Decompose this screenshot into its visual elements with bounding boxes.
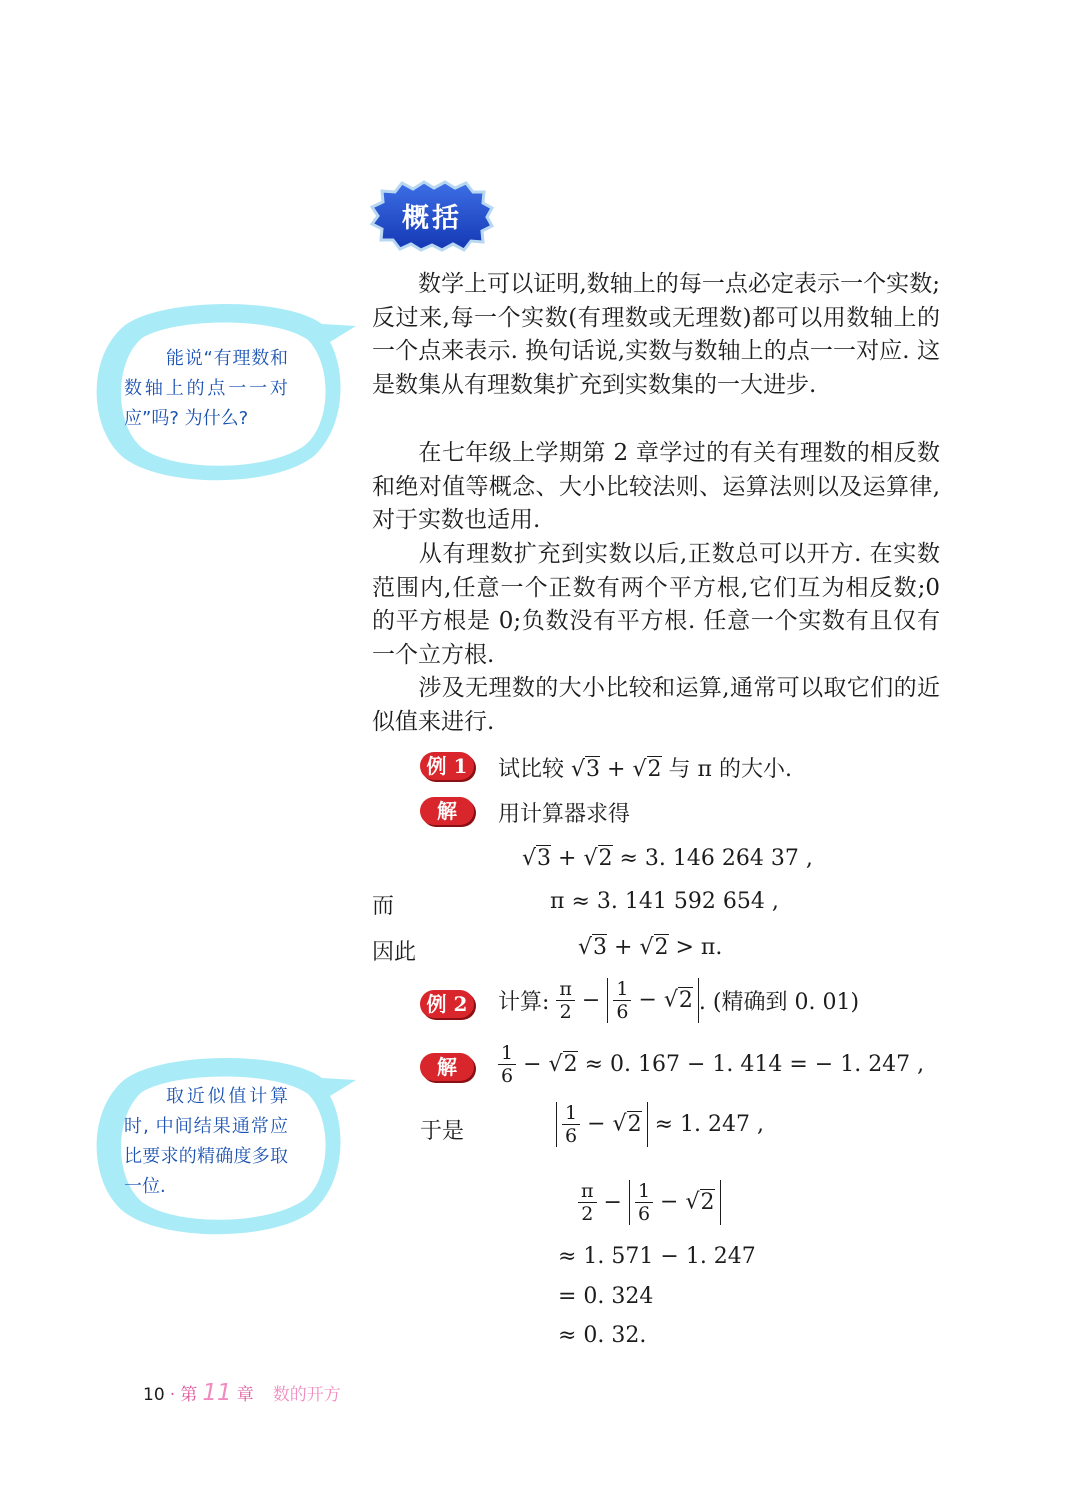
paragraph-real-number-line: 数学上可以证明,数轴上的每一点必定表示一个实数;反过来,每一个实数(有理数或无理数)都可以用数轴上的一个点来表示. 换句话说,实数与数轴上的点一一对应. 这是数集从有理数集扩充到实数集的一大进步.	[372, 271, 940, 398]
example-2-step-2: = 0. 324	[558, 1284, 654, 1309]
example-1-line-3: √3 + √2 > π.	[578, 935, 723, 960]
page-number: 10	[143, 1385, 165, 1405]
word-therefore: 因此	[372, 940, 417, 965]
example-1-solution-badge: 解	[420, 797, 474, 825]
speech-bubble-1	[84, 296, 360, 486]
example-2-step-1: ≈ 1. 571 − 1. 247	[558, 1244, 756, 1269]
paragraph-properties-apply: 在七年级上学期第 2 章学过的有关有理数的相反数和绝对值等概念、大小比较法则、运算法则以及运算律,对于实数也适用.	[372, 440, 940, 533]
bubble-text-2: 取近似值计算时, 中间结果通常应比要求的精确度多取一位.	[124, 1086, 288, 1197]
chapter-suffix: 章	[236, 1385, 254, 1405]
word-so: 于是	[420, 1119, 465, 1144]
chapter-title: 数的开方	[272, 1385, 341, 1405]
example-2-badge: 例 2	[420, 990, 474, 1018]
section-heading: 概括	[402, 203, 462, 234]
bubble-text-1: 能说“有理数和数轴上的点一一对应”吗? 为什么?	[124, 348, 288, 429]
example-1-solution-intro: 用计算器求得	[498, 802, 631, 827]
example-2-solution-line-1: $\frac{1}{6}$ − √2 ≈ 0. 167 − 1. 414 = − 1. 247 ,	[498, 1042, 924, 1087]
footer-dot: ·	[169, 1385, 176, 1405]
chapter-number: 11	[202, 1380, 232, 1406]
example-1-line-2: π ≈ 3. 141 592 654 ,	[550, 889, 779, 914]
example-2-step-3: ≈ 0. 32.	[558, 1323, 647, 1348]
section-heading-badge	[370, 180, 494, 252]
example-1-badge: 例 1	[420, 752, 474, 780]
example-1-line-1: √3 + √2 ≈ 3. 146 264 37 ,	[522, 846, 813, 871]
page-footer	[143, 1380, 341, 1406]
example-2-prompt: 计算: $\frac{\pi}{2}$ − $\frac{1}{6}$ − √2 . (精确到 0. 01)	[498, 978, 860, 1023]
speech-bubble-2	[84, 1050, 360, 1240]
example-2-solution-line-2: $\frac{1}{6}$ − √2 ≈ 1. 247 ,	[556, 1102, 764, 1147]
example-2-solution-badge: 解	[420, 1053, 474, 1081]
paragraph-roots: 从有理数扩充到实数以后,正数总可以开方. 在实数范围内,任意一个正数有两个平方根,它们互为相反数;0 的平方根是 0;负数没有平方根. 任意一个实数有且仅有一个立方根.	[372, 541, 940, 668]
chapter-prefix: 第	[180, 1385, 198, 1405]
example-1-prompt: 试比较 √3 + √2 与 π 的大小.	[498, 757, 792, 782]
word-and: 而	[372, 894, 395, 919]
paragraph-approximation: 涉及无理数的大小比较和运算,通常可以取它们的近似值来进行.	[372, 675, 940, 735]
example-2-expression: $\frac{\pi}{2}$ − $\frac{1}{6}$ − √2	[578, 1180, 721, 1225]
